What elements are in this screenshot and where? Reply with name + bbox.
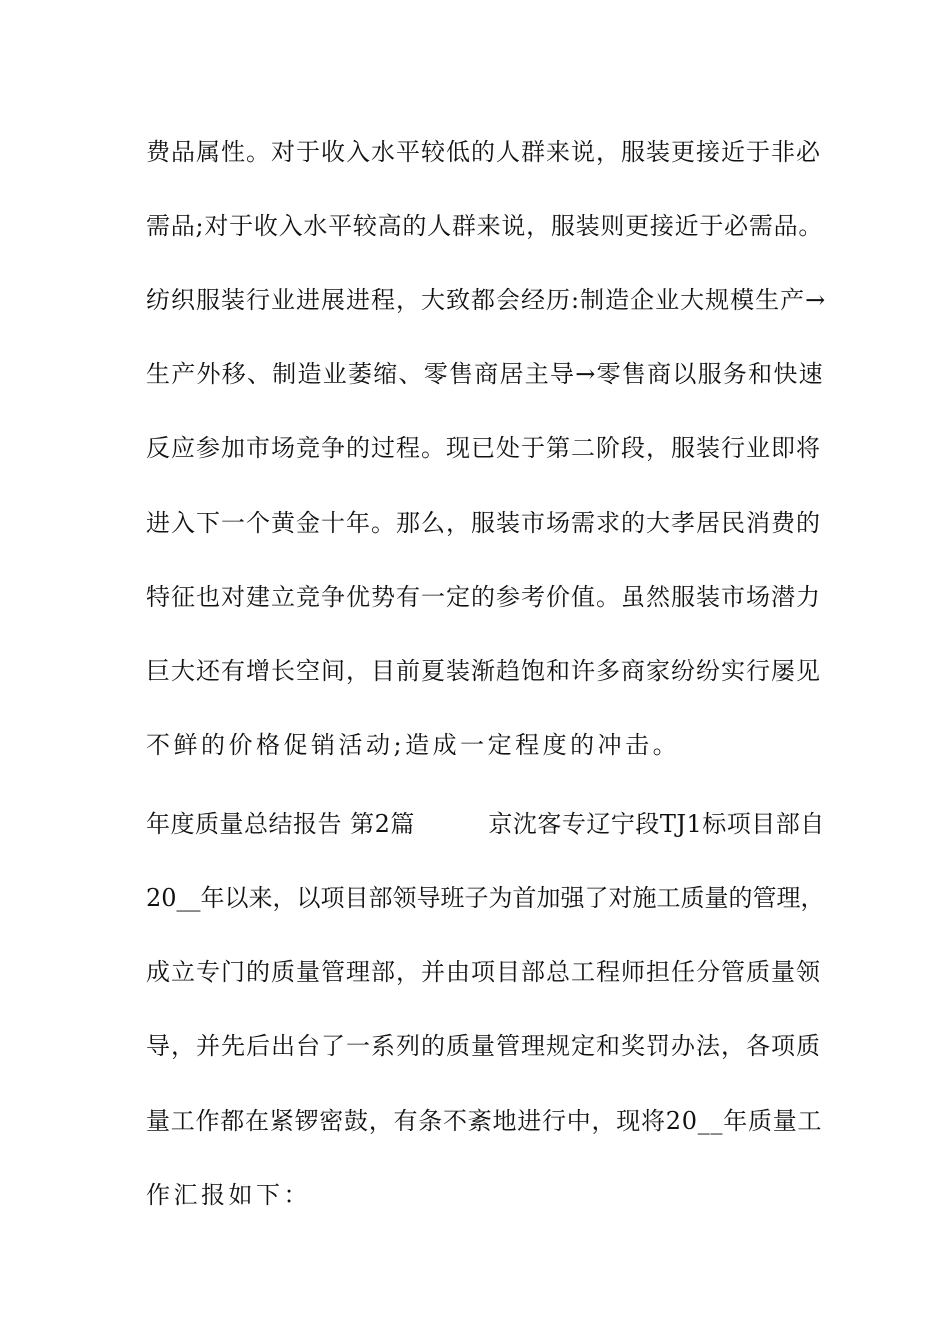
text-line-15: 作汇报如下： <box>146 1181 311 1209</box>
text-line-14: 量工作都在紧锣密鼓，有条不紊地进行中，现将20__年质量工 <box>146 1107 823 1135</box>
text-line-7: 特征也对建立竞争优势有一定的参考价值。虽然服装市场潜力 <box>146 583 821 611</box>
text-line-6: 进入下一个黄金十年。那么，服装市场需求的大孝居民消费的 <box>146 509 821 537</box>
text-line-11: 20__年以来，以项目部领导班子为首加强了对施工质量的管理， <box>146 884 825 912</box>
text-line-4: 生产外移、制造业萎缩、零售商居主导→零售商以服务和快速 <box>146 360 824 388</box>
text-line-8: 巨大还有增长空间，目前夏装渐趋饱和许多商家纷纷实行屡见 <box>146 657 821 685</box>
text-line-9: 不鲜的价格促销活动;造成一定程度的冲击。 <box>146 731 681 759</box>
text-line-12: 成立专门的质量管理部，并由项目部总工程师担任分管质量领 <box>146 958 821 986</box>
text-line-3: 纺织服装行业进展进程，大致都会经历:制造企业大规模生产→ <box>146 286 827 314</box>
text-line-5: 反应参加市场竞争的过程。现已处于第二阶段，服装行业即将 <box>146 434 821 462</box>
text-line-2: 需品;对于收入水平较高的人群来说，服装则更接近于必需品。 <box>146 212 824 240</box>
text-line-13: 导，并先后出台了一系列的质量管理规定和奖罚办法，各项质 <box>146 1032 821 1060</box>
section-heading-line: 年度质量总结报告 第2篇 京沈客专辽宁段TJ1标项目部自 <box>146 810 825 838</box>
text-line-1: 费品属性。对于收入水平较低的人群来说，服装更接近于非必 <box>146 138 821 166</box>
